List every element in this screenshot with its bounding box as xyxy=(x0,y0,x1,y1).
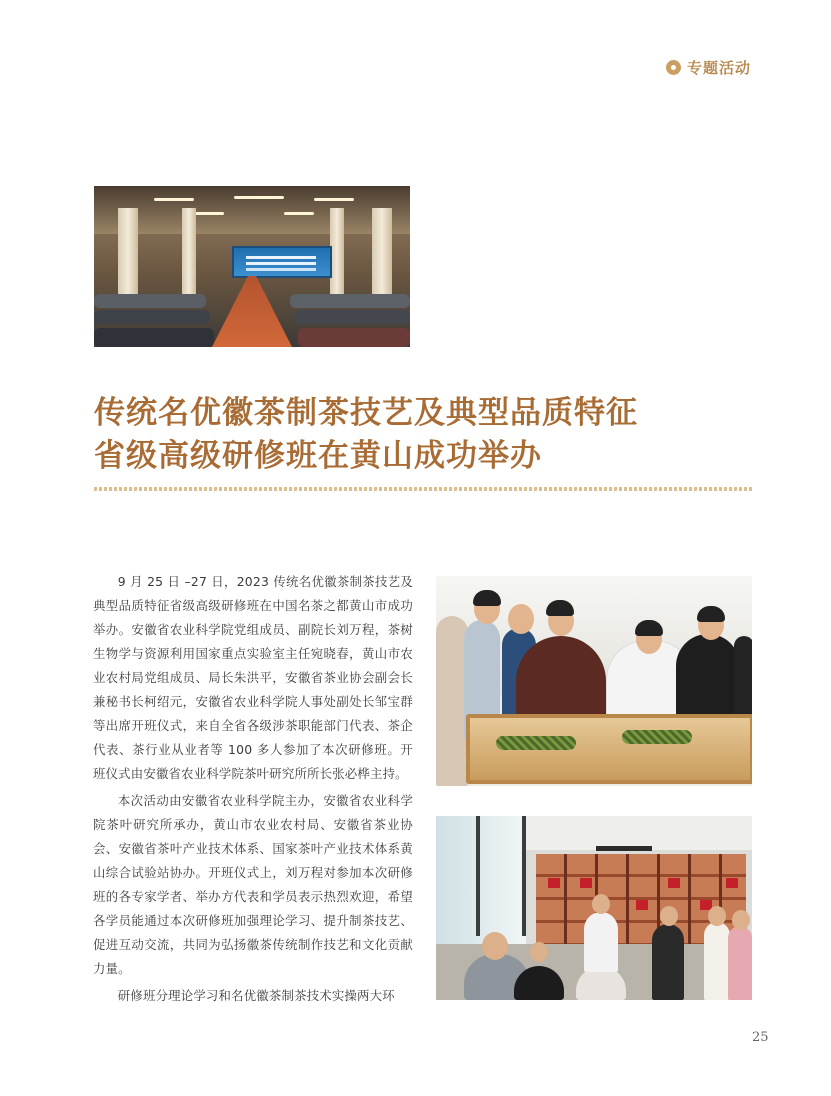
title-divider xyxy=(94,487,752,491)
tea-rolling-photo xyxy=(436,576,752,786)
article-title xyxy=(94,392,754,478)
page-number: 25 xyxy=(752,1030,769,1045)
paragraph: 本次活动由安徽省农业科学院主办，安徽省农业科学院茶叶研究所承办，黄山市农业农村局、安徽省茶业协会、安徽省茶叶产业技术体系、国家茶叶产业技术体系黄山综合试验站协办。开班仪式上，刘万程对参加本次研修班的各专家学者、举办方代表和学员表示热烈欢迎，希望各学员能通过本次研修班加强理论学习、提升制茶技艺、促进互动交流，共同为弘扬徽茶传统制作技艺和文化贡献力量。 xyxy=(93,793,413,976)
title-line-2: 省级高级研修班在黄山成功举办 xyxy=(94,438,542,474)
conference-hall-photo xyxy=(94,186,410,347)
article-body xyxy=(93,570,413,1011)
section-tag xyxy=(666,56,751,78)
title-line-1: 传统名优徽茶制茶技艺及典型品质特征 xyxy=(94,395,638,431)
tea-room-photo xyxy=(436,816,752,1000)
paragraph: 研修班分理论学习和名优徽茶制茶技术实操两大环 xyxy=(117,988,395,1003)
circle-bullet-icon xyxy=(666,60,681,75)
paragraph: 9 月 25 日 –27 日，2023 传统名优徽茶制茶技艺及典型品质特征省级高级研修班在中国名茶之都黄山市成功举办。安徽省农业科学院党组成员、副院长刘万程，茶树生物学与资源利用国家重点实验室主任宛晓春，黄山市农业农村局党组成员、局长朱洪平，安徽省茶业协会副会长兼秘书长柯绍元，安徽省农业科学院人事处副处长邹宝群等出席开班仪式，来自全省各级涉茶职能部门代表、茶企代表、茶行业从业者等 100 多人参加了本次研修班。开班仪式由安徽省农业科学院茶叶研究所所长张必桦主持。 xyxy=(93,574,413,781)
section-tag-label: 专题活动 xyxy=(687,58,752,77)
